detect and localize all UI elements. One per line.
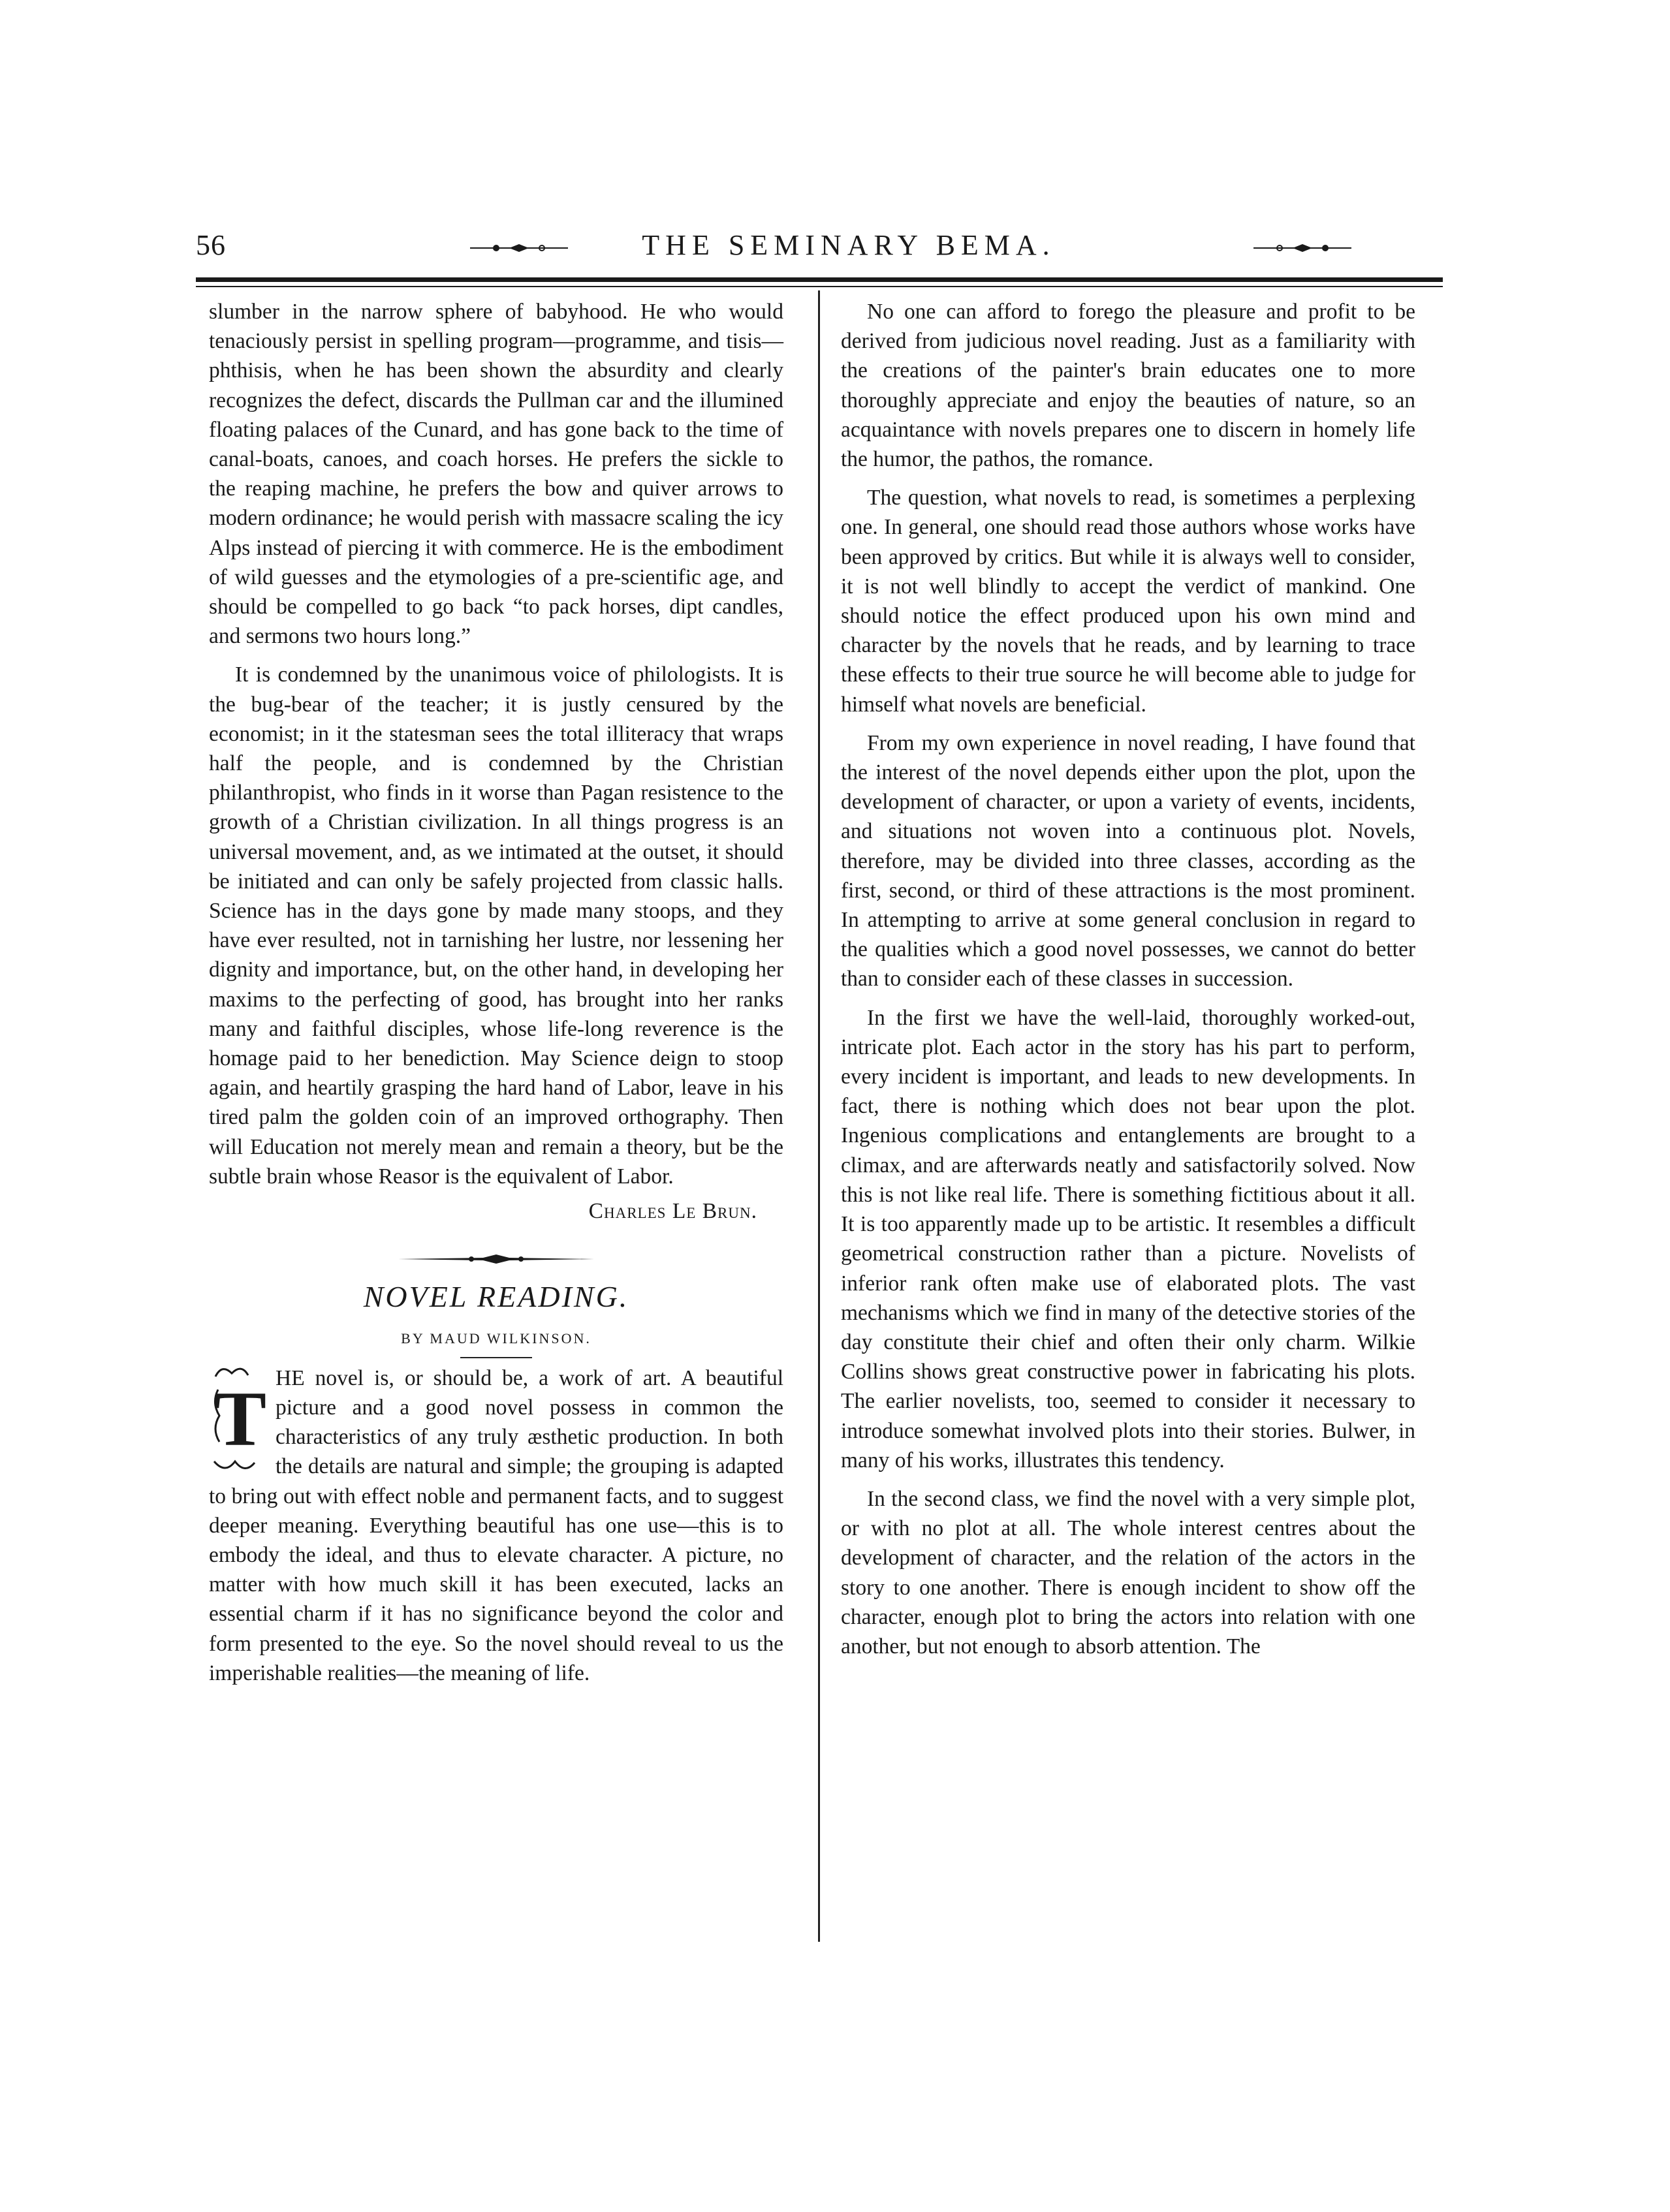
author-signature: Charles Le Brun.: [588, 1199, 757, 1224]
header-rule-thick: [196, 277, 1443, 282]
page-number: 56: [196, 229, 226, 261]
dropcap-ornament: [209, 1363, 269, 1474]
right-paragraph-2: The question, what novels to read, is sometimes a perplexing one. In general, one should read those authors whose works have been approved by critics. But while it is always well to consider, it is not well blindly to accept the verdict of mankind. One should notice the effect produced upon his own mind and character by the novels that he reads, and by learning to trace these effects to their true source he will become able to judge for himself what novels are beneficial.: [841, 486, 1415, 717]
article-paragraph-1: [209, 1363, 783, 1688]
dropcap-letter: T: [213, 1375, 267, 1462]
article-byline: BY MAUD WILKINSON.: [401, 1330, 591, 1347]
article-title: NOVEL READING.: [363, 1280, 629, 1314]
article-paragraph-1-text: HE novel is, or should be, a work of art. A beautiful picture and a good novel possess in common the characteristics of any truly æsthetic production. In both the details are natural and simple; the grouping is adapted to bring out with effect noble and permanent facts, and to suggest deeper meaning. Everything beautiful has one use—this is to embody the ideal, and thus to elevate character. A picture, no matter with how much skill it has been executed, lacks an essential charm if it has no significance beyond the color and form presented to the eye. So the novel should reveal to us the imperishable realities—the meaning of life.: [209, 1365, 783, 1685]
left-paragraph-2: It is condemned by the unanimous voice of philologists. It is the bug-bear of the teacher; it is justly censured by the economist; in it the statesman sees the total illiteracy that wraps half the people, and is condemned by the Christian philanthropist, who finds in it worse than Pagan resistence to the growth of a Christian civilization. In all things progress is an universal movement, and, as we intimated at the outset, it should be initiated and can only be safely projected from classic halls. Science has in the days gone by made many stoops, and they have ever resulted, not in tarnishing her lustre, nor lessening her dignity and importance, but, on the other hand, in developing her maxims to the perfecting of good, has brought into her ranks many and faithful disciples, whose life-long reverence is the homage paid to her benediction. May Science deign to stoop again, and heartily grasping the hard hand of Labor, leave in his tired palm the golden coin of an improved orthography. Then will Education not merely mean and remain a theory, but be the subtle brain whose Reasor is the equivalent of Labor.: [209, 662, 783, 1189]
header-ornament-right-icon: [1253, 243, 1351, 253]
column-divider: [818, 290, 820, 1942]
right-column: [841, 297, 1415, 1670]
right-paragraph-1: No one can afford to forego the pleasure and profit to be derived from judicious novel reading. Just as a familiarity with the creations of the painter's brain educates one to more thoroughly appreciate and enjoy the beauties of nature, so an acquaintance with novels prepares one to discern in homely life the humor, the pathos, the romance.: [841, 300, 1415, 472]
running-title: THE SEMINARY BEMA.: [642, 229, 1056, 261]
right-paragraph-4: In the first we have the well-laid, thoroughly worked-out, intricate plot. Each actor in the story has his part to perform, every incident is important, and leads to new developments. In fact, there is nothing which does not bear upon the plot. Ingenious complications and entanglements are brought to a climax, and are afterwards neatly and satisfactorily solved. Now this is not like real life. There is something fictitious about it all. It is too apparently made up to be artistic. It resembles a difficult geometrical construction rather than a picture. Novelists of inferior rank often make use of elaborated plots. The vast mechanisms which we find in many of the detective stories of the day constitute their chief and often their only charm. Wilkie Collins shows great constructive power in fabricating his plots. The earlier novelists, too, seemed to consider it necessary to introduce somewhat involved plots into their stories. Bulwer, in many of his works, illustrates this tendency.: [841, 1005, 1415, 1472]
left-paragraph-1: slumber in the narrow sphere of babyhood. He who would tenaciously persist in spelling program—programme, and tisis—phthisis, when he has been shown the absurdity and clearly recognizes the defect, discards the Pullman car and the illumined floating palaces of the Cunard, and has gone back to the time of canal-boats, canoes, and coach horses. He prefers the sickle to the reaping machine, he prefers the bow and quiver arrows to modern ordinance; he would perish with massacre scaling the icy Alps instead of piercing it with commerce. He is the embodiment of wild guesses and the etymologies of a pre-scientific age, and should be compelled to go back “to pack horses, dipt candles, and sermons two hours long.”: [209, 300, 783, 649]
right-paragraph-3: From my own experience in novel reading, I have found that the interest of the novel depends either upon the plot, upon the development of character, or upon a variety of events, incidents, and situations not woven into a continuous plot. Novels, therefore, may be divided into three classes, according as the first, second, or third of these attractions is the most prominent. In attempting to arrive at some general conclusion in regard to the qualities which a good novel possesses, we cannot do better than to consider each of these classes in succession.: [841, 730, 1415, 991]
left-column: [209, 297, 783, 1697]
page-header: [196, 228, 1443, 268]
section-divider-ornament-icon: [398, 1254, 594, 1264]
dropcap-flourish-icon: [209, 1363, 269, 1474]
byline-rule: [460, 1357, 532, 1358]
right-paragraph-5: In the second class, we find the novel with a very simple plot, or with no plot at all. The whole interest centres about the development of character, and the relation of the actors in the story to one another. There is enough incident to show off the character, enough plot to bring the actors into relation with one another, but not enough to absorb attention. The: [841, 1486, 1415, 1659]
header-rule-thin: [196, 286, 1443, 287]
